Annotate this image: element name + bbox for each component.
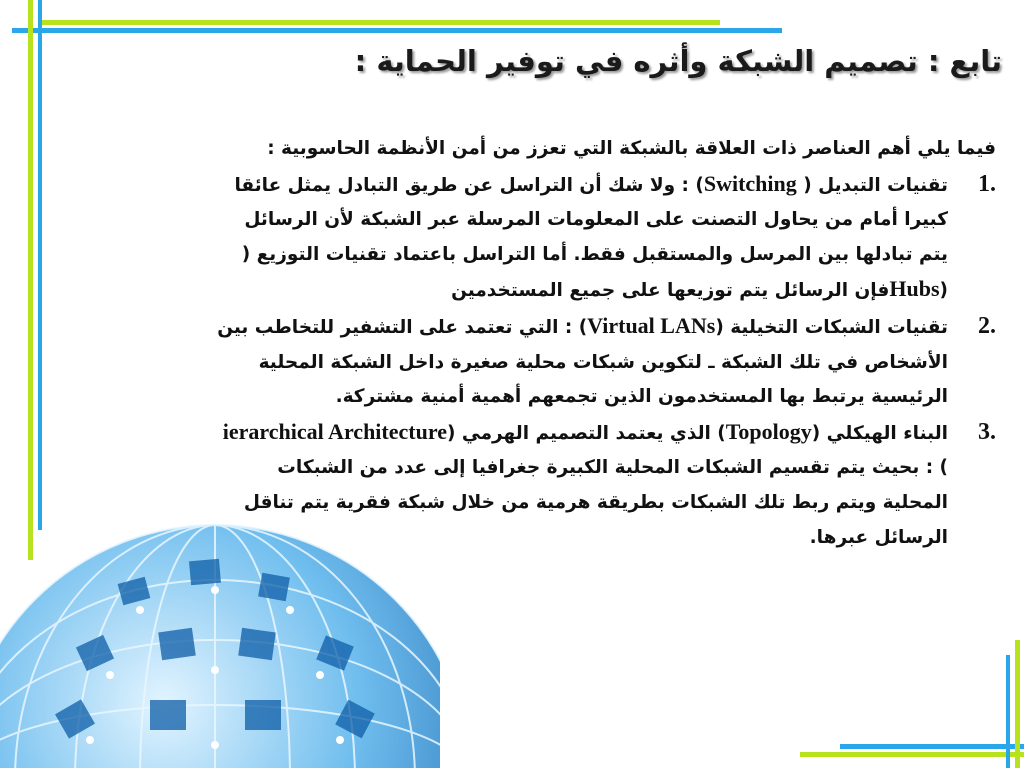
bottom-green-rule [800, 752, 1024, 757]
item-term-2: Hubs [889, 276, 940, 302]
list-item [216, 415, 996, 555]
item-text-middle: ) الذي يعتمد التصميم الهرمي ( [446, 422, 726, 444]
item-term: Virtual LANs [587, 312, 716, 338]
slide-body [216, 132, 996, 555]
intro-paragraph: فيما يلي أهم العناصر ذات العلاقة بالشبكة التي تعزز من أمن الأنظمة الحاسوبية : [267, 138, 996, 159]
item-text-end: ) : بحيث يتم تقسيم الشبكات المحلية الكبيرة جغرافيا إلى عدد من الشبكات المحلية ويتم ربط تلك الشبكات بطريقة هرمية من خلال شبكة فقرية يتم تناقل الرسائل عبرها. [243, 457, 948, 548]
item-text-start: تقنيات التبديل ( [796, 174, 948, 196]
list-number: .1 [978, 170, 996, 197]
item-term: Switching [703, 170, 797, 196]
bottom-blue-rule [840, 744, 1024, 749]
item-text-start: تقنيات الشبكات التخيلية ( [715, 316, 948, 338]
top-blue-rule [12, 28, 782, 33]
item-text-start: البناء الهيكلي ( [811, 422, 948, 444]
slide-title: تابع : تصميم الشبكة وأثره في توفير الحماية : [354, 44, 1002, 78]
item-text-end: فإن الرسائل يتم توزيعها على جميع المستخدمين [451, 280, 890, 302]
top-green-rule [40, 20, 720, 25]
right-green-rule [1015, 640, 1020, 768]
item-term-2: ierarchical Architecture [222, 418, 447, 444]
item-term: Topology [725, 418, 812, 444]
list-number: .3 [978, 418, 996, 445]
item-text-end: ) : التي تعتمد على التشفير للتخاطب بين الأشخاص في تلك الشبكة ـ لتكوين شبكات محلية صغيرة داخل الشبكة المحلية الرئيسية يرتبط بها المستخدمون الذين تجمعهم أهمية أمنية مشتركة. [217, 316, 948, 408]
right-blue-rule [1006, 655, 1010, 768]
item-text-middle: ) : ولا شك أن التراسل عن طريق التبادل يمثل عائقا كبيرا أمام من يحاول التصنت على المعلومات المرسلة عبر الشبكة لأن الرسائل يتم تبادلها بين المرسل والمستقبل فقط. أما التراسل باعتماد تقنيات التوزيع ( ( [234, 174, 948, 302]
list-item [216, 309, 996, 415]
list-item [216, 167, 996, 309]
left-blue-rule [38, 0, 42, 530]
list-number: .2 [978, 312, 996, 339]
left-green-rule [28, 0, 33, 560]
